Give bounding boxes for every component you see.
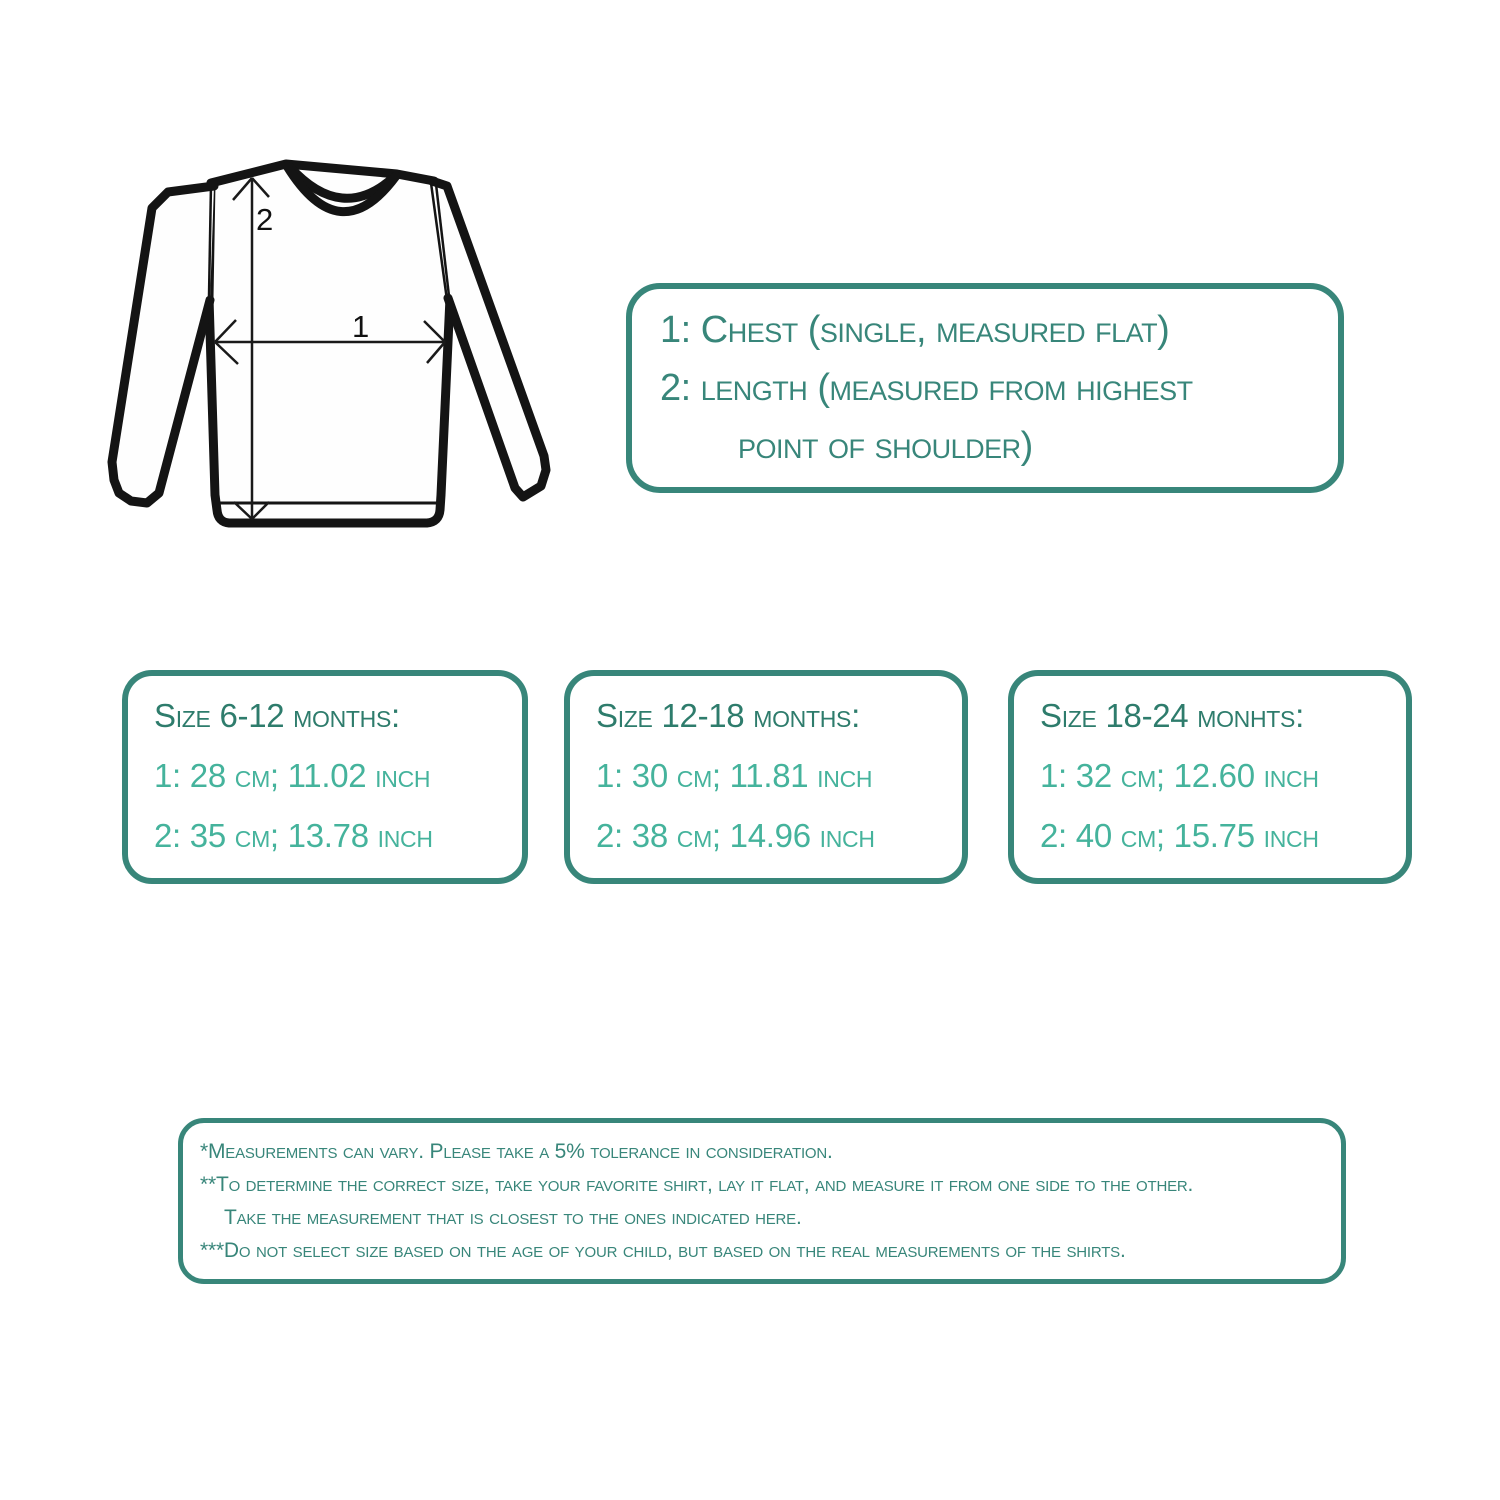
shirt-left-sleeve [112, 186, 214, 503]
size-box-chest-row: 1: 32 cm; 12.60 inch [1040, 757, 1319, 794]
footnotes-box [178, 1118, 1346, 1284]
chest-marker-label: 1 [352, 309, 370, 344]
size-box-12-18-months [564, 670, 968, 884]
measurement-legend-box [626, 283, 1344, 493]
shirt-diagram [100, 150, 560, 545]
legend-line-length: 2: length (measured from highest [660, 367, 1193, 409]
size-box-length-row: 2: 35 cm; 13.78 inch [154, 817, 433, 854]
legend-line-length-cont: point of shoulder) [738, 425, 1033, 467]
length-marker-label: 2 [256, 202, 274, 237]
size-box-title: Size 12-18 months: [596, 697, 860, 734]
size-box-chest-row: 1: 28 cm; 11.02 inch [154, 757, 431, 794]
note-how-to-measure-cont: Take the measurement that is closest to the ones indicated here. [224, 1206, 802, 1229]
legend-line-chest: 1: Chest (single, measured flat) [660, 309, 1170, 351]
shirt-body [209, 164, 450, 523]
size-box-6-12-months [122, 670, 528, 884]
size-box-chest-row: 1: 30 cm; 11.81 inch [596, 757, 873, 794]
note-tolerance: *Measurements can vary. Please take a 5% tolerance in consideration. [200, 1140, 833, 1163]
size-box-title: Size 6-12 months: [154, 697, 400, 734]
size-box-title: Size 18-24 monhts: [1040, 697, 1304, 734]
size-box-length-row: 2: 38 cm; 14.96 inch [596, 817, 875, 854]
note-age-warning: ***Do not select size based on the age of your child, but based on the real measurements of the shirts. [200, 1239, 1126, 1262]
size-box-18-24-months [1008, 670, 1412, 884]
note-how-to-measure: **To determine the correct size, take your favorite shirt, lay it flat, and measure it from one side to the other. [200, 1173, 1194, 1196]
size-box-length-row: 2: 40 cm; 15.75 inch [1040, 817, 1319, 854]
